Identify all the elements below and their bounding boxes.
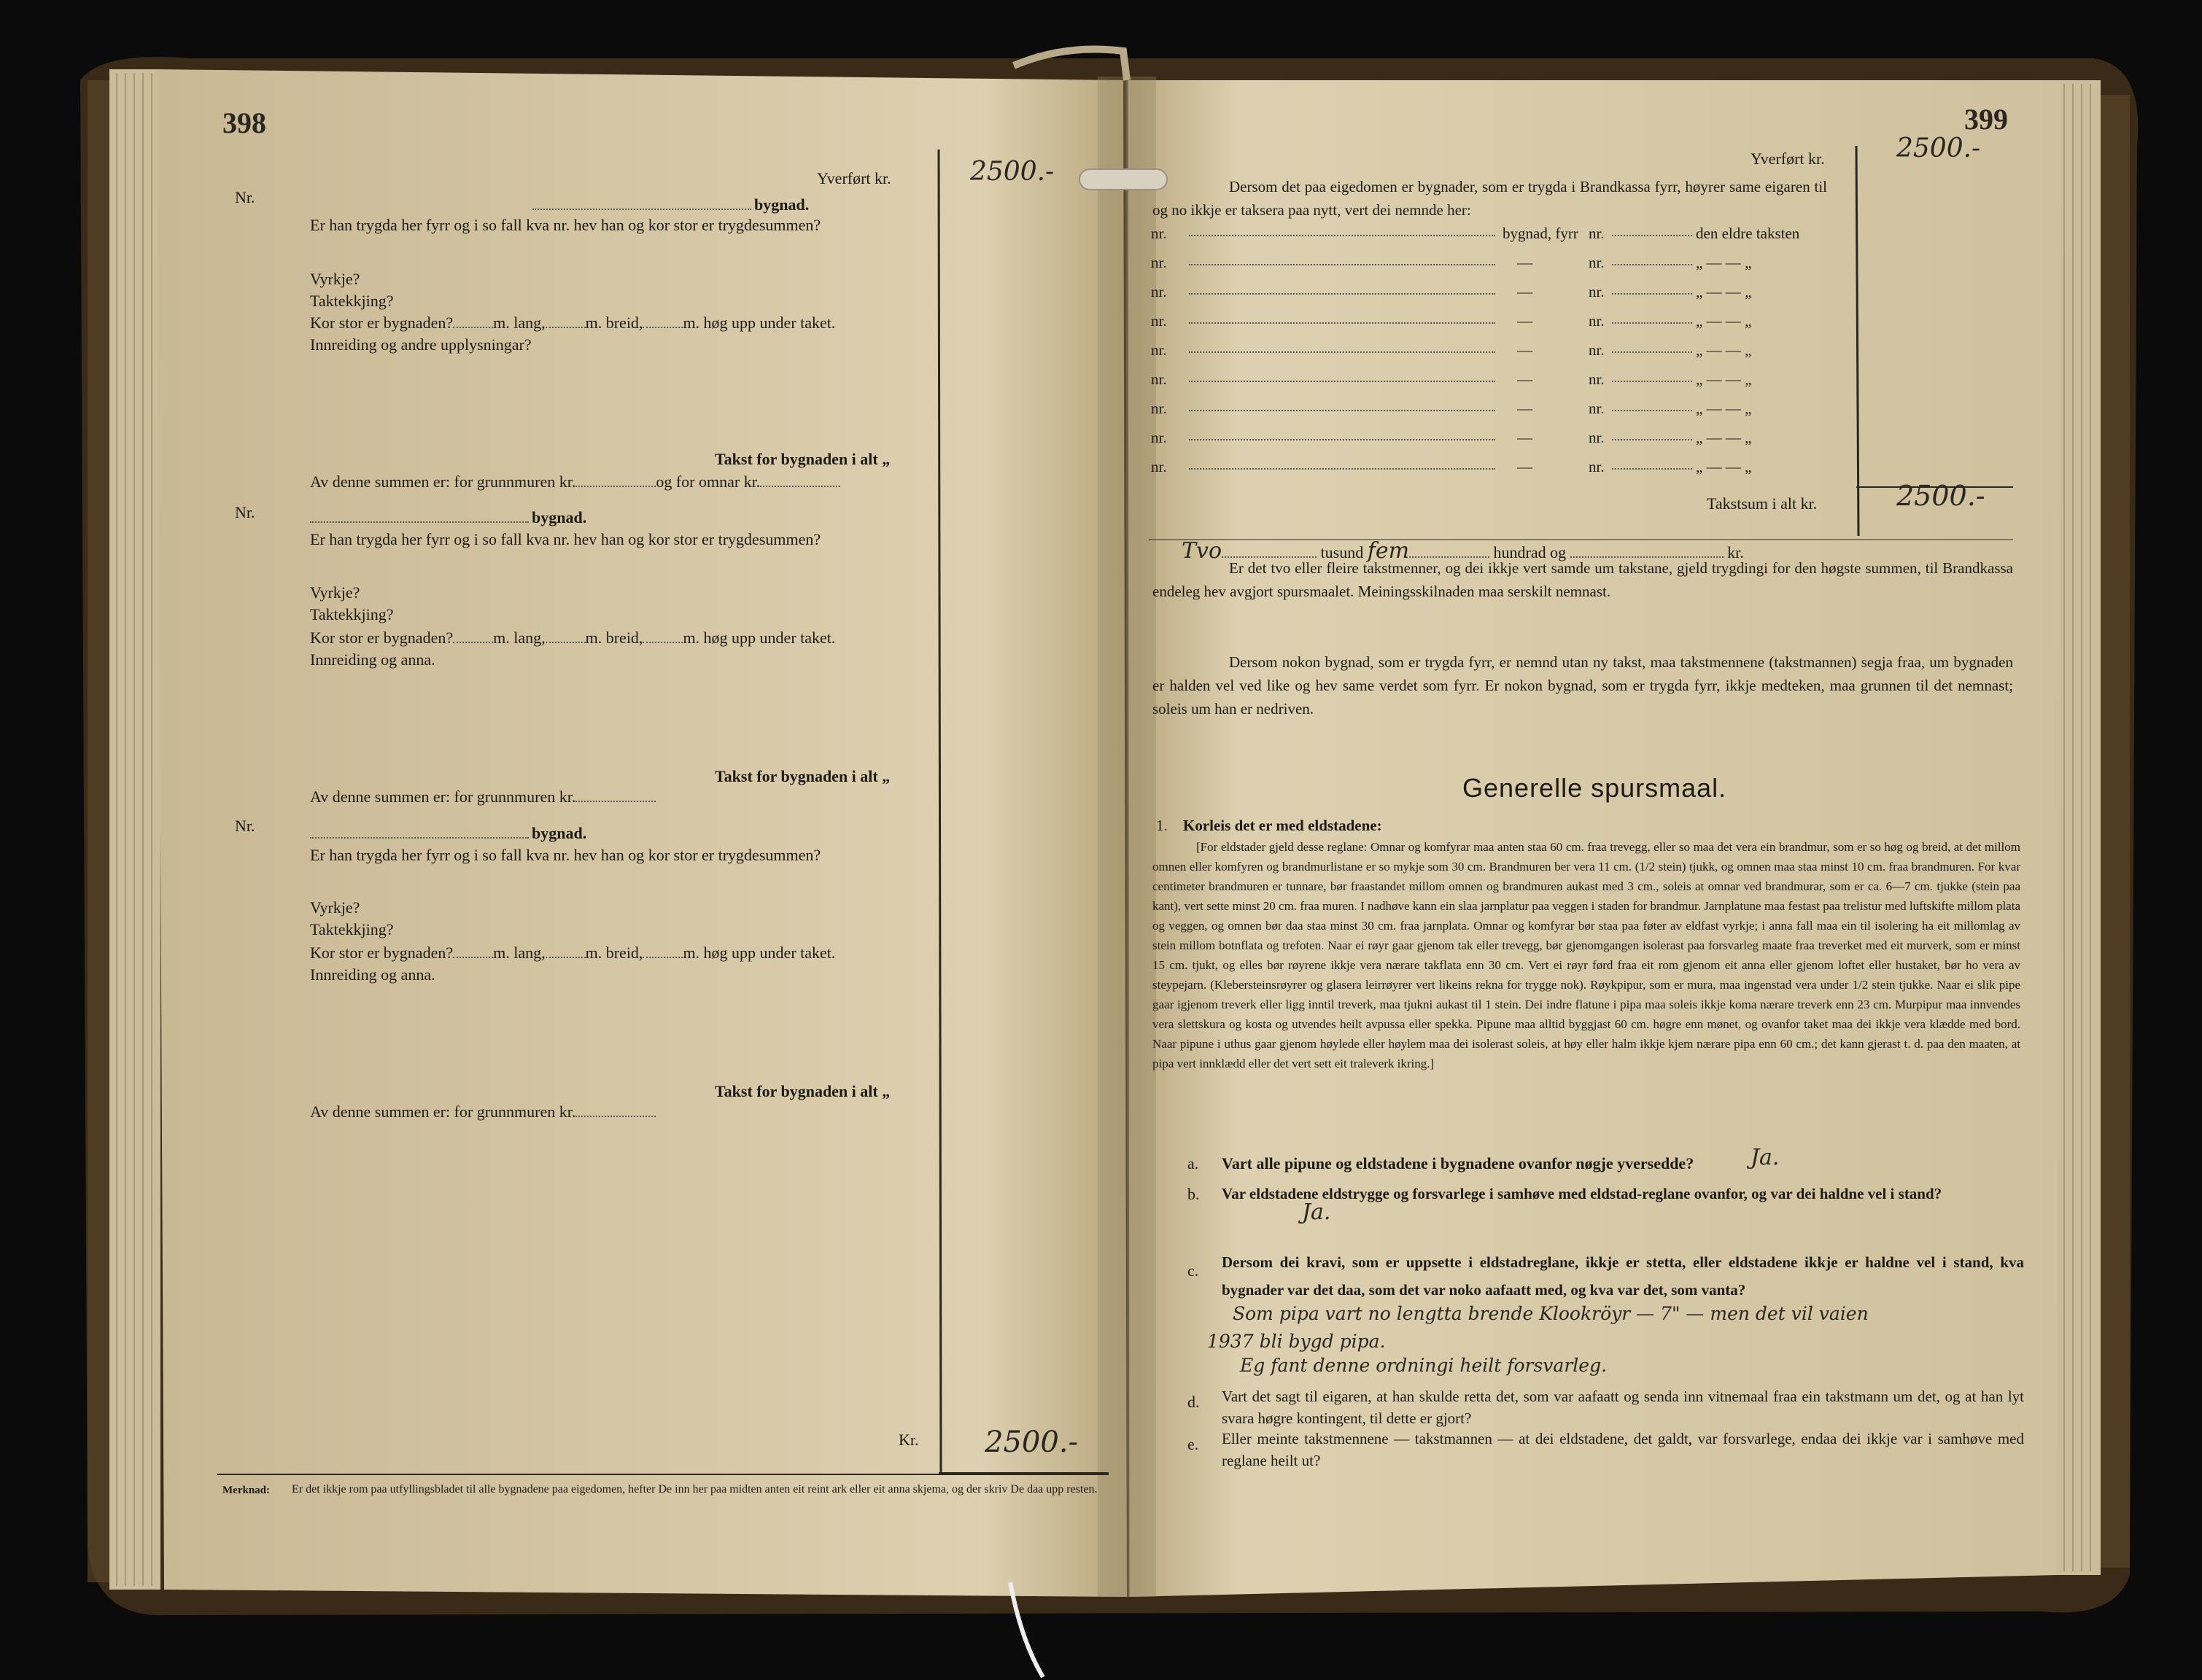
prior-row-nr: nr. [1151, 370, 1167, 388]
prior-row-line [1189, 235, 1495, 236]
prior-row-line [1189, 293, 1495, 295]
prior-row-takst: „ — — „ [1696, 341, 1752, 359]
prior-row-takst: „ — — „ [1696, 254, 1752, 271]
prior-row-line [1612, 381, 1692, 382]
section-2-q1: Er han trygda her fyrr og i so fall kva nr. hev han og kor stor er trygdesummen? [310, 530, 821, 548]
para-tvo-takstmenner: Er det tvo eller fleire takstmenner, og dei ikkje vert samde um takstane, gjeld trygdingi for den høgste summen, til Brandkassa endeleg hev avgjort spursmaalet. Meiningsskilnaden maa serskilt nemnast. [1152, 559, 2013, 600]
kr-value-left: 2500.- [985, 1426, 1079, 1459]
section-3-innreiding: Innreiding og anna. [310, 965, 435, 984]
prior-row-takst: „ — — „ [1696, 283, 1752, 300]
section-1-nr: Nr. [235, 188, 255, 206]
yverfort-value-right: 2500.- [1896, 133, 1981, 163]
qa-answer: Ja. [1751, 1145, 1780, 1170]
section-1-q1: Er han trygda her fyrr og i so fall kva nr. hev han og kor stor er trygdesummen? [310, 216, 821, 234]
yverfort-label-left: Yverført kr. [817, 169, 891, 187]
prior-row-nr: nr. [1151, 429, 1167, 446]
prior-row-takst: „ — — „ [1696, 370, 1752, 388]
section-1-vyrkje: Vyrkje? [310, 270, 360, 288]
prior-row-line [1189, 410, 1495, 411]
prior-row-line [1612, 235, 1692, 236]
prior-row-line [1189, 351, 1495, 353]
takstsum-value: 2500.- [1896, 480, 1985, 512]
prior-row-line [1612, 468, 1692, 470]
section-2-av-denne: Av denne summen er: for grunnmuren kr. [310, 788, 656, 806]
merknad-text: Er det ikkje rom paa utfyllingsbladet til alle bygnadene paa eigedomen, hefter De inn her paa midten anten eit reint ark eller eit anna skjema, og der skriv De daa upp resten. [292, 1483, 1098, 1496]
section-3-taktekkjing: Taktekkjing? [310, 920, 394, 938]
prior-row-nr: nr. [1151, 225, 1167, 242]
section-2-takst: Takst for bygnaden i alt „ [715, 767, 891, 785]
prior-row-bygnad: — [1517, 429, 1532, 446]
section-2-bygnad: bygnad. [310, 508, 586, 527]
para-nokon-bygnad: Dersom nokon bygnad, som er trygda fyrr, er nemnd utan ny takst, maa takstmennene (takstmannen) segja fraa, um bygnaden er halden vel ved like og hev same verdet som fyrr. Er nokon bygnad, som er trygda fyrr, ikkje medteken, maa grunnen til det nemnast; soleis um han er nedriven. [1152, 653, 2013, 718]
prior-row-line [1189, 264, 1495, 265]
prior-row-line [1612, 322, 1692, 324]
prior-row-nr2: nr. [1589, 400, 1605, 417]
section-3-vyrkje: Vyrkje? [310, 898, 360, 917]
section-3-takst: Takst for bygnaden i alt „ [715, 1082, 891, 1100]
section-3-q1: Er han trygda her fyrr og i so fall kva nr. hev han og kor stor er trygdesummen? [310, 846, 821, 864]
prior-row-takst: „ — — „ [1696, 458, 1752, 475]
section-3-av-denne: Av denne summen er: for grunnmuren kr. [310, 1102, 656, 1121]
qb-answer: Ja. [1302, 1199, 1331, 1225]
tusund-hand: Tvo [1182, 538, 1222, 564]
prior-row-takst: „ — — „ [1696, 312, 1752, 330]
qc-handwritten-1: Som pipa vart no lengtta brende Klookröyr — 7" — men det vil vaien [1233, 1303, 1869, 1324]
prior-row-takst: „ — — „ [1696, 429, 1752, 446]
prior-row-nr2: nr. [1589, 458, 1605, 475]
amount-in-words: Tvo tusund fem hundrad og kr. [1182, 538, 1744, 564]
section-1-taktekkjing: Taktekkjing? [310, 292, 394, 310]
prior-row-line [1612, 293, 1692, 295]
generelle-spursmaal-heading: Generelle spursmaal. [1462, 773, 1727, 803]
qe-label: e. [1187, 1435, 1199, 1453]
qd-text: Vart det sagt til eigaren, at han skulde retta det, som var aafaatt og senda inn vitnemaal fraa ein takstmann um det, og at han lyt svara høgre kontingent, til dette er gjort? [1222, 1388, 2024, 1427]
hundrad-hand: fem [1367, 538, 1410, 564]
prior-row-nr2: nr. [1589, 254, 1605, 271]
prior-row-nr2: nr. [1589, 429, 1605, 446]
prior-row-nr: nr. [1151, 400, 1167, 417]
prior-row-line [1189, 439, 1495, 440]
prior-row-nr2: nr. [1589, 225, 1605, 242]
prior-row-nr: nr. [1151, 341, 1167, 359]
section-1-takst: Takst for bygnaden i alt „ [715, 450, 891, 468]
merknad-label: Merknad: [222, 1485, 270, 1496]
q1-num: 1. [1156, 817, 1168, 834]
prior-row-bygnad: — [1517, 341, 1532, 359]
prior-row-bygnad: — [1517, 370, 1532, 388]
prior-row-line [1189, 468, 1495, 470]
prior-row-bygnad: — [1517, 254, 1532, 271]
page-number-right: 399 [1964, 103, 2008, 136]
prior-row-takst: „ — — „ [1696, 400, 1752, 417]
prior-row-line [1612, 410, 1692, 411]
q1-title: Korleis det er med eldstadene: [1183, 817, 1382, 834]
prior-row-nr: nr. [1151, 312, 1167, 330]
qc-handwritten-2: 1937 bli bygd pipa. [1207, 1331, 1386, 1352]
qc-text: Dersom dei kravi, som er uppsette i eldstadreglane, ikkje er stetta, eller eldstadene ikkje er haldne vel i stand, kva bygnader var det daa, som det var noko aafaatt med, og kva var det, som vanta? [1222, 1253, 2024, 1299]
qa-label: a. [1187, 1154, 1199, 1172]
prior-row-bygnad: — [1517, 312, 1532, 330]
prior-row-bygnad: bygnad, fyrr [1503, 225, 1578, 242]
section-3-nr: Nr. [235, 817, 255, 835]
section-2-nr: Nr. [235, 503, 255, 521]
takstsum-label: Takstsum i alt kr. [1707, 494, 1818, 513]
prior-row-nr: nr. [1151, 458, 1167, 475]
qd-label: d. [1187, 1393, 1200, 1411]
prior-row-nr: nr. [1151, 254, 1167, 271]
qb-label: b. [1187, 1185, 1200, 1203]
section-3-size: Kor stor er bygnaden? m. lang, m. breid, m. høg upp under taket. [310, 944, 836, 962]
section-1-bygnad: bygnad. [532, 195, 809, 214]
right-intro: Dersom det paa eigedomen er bygnader, som er trygda i Brandkassa fyrr, høyrer same eigaren til og no ikkje er taksera paa nytt, vert dei nemnde her: [1152, 178, 1827, 219]
qc-handwritten-3: Eg fant denne ordningi heilt forsvarleg. [1240, 1355, 1608, 1376]
q1-body: [For eldstader gjeld desse reglane: Omnar og komfyrar maa anten staa 60 cm. fraa trevegg, eller so maa det vera ein brandmur, som er so høg og breid, at det millom omnen eller komfyren og brandmurlistane er so mykje som 30 cm. Brandmuren ber vera 11 cm. (1/2 stein) tjukk, og omnen maa staa minst 10 cm. fraa brandmuren. For kvar centimeter brandmuren er tunnare, bør fraastandet millom omnen og brandmuren aukast med 3 cm., soleis at omnar ved brandmurar, som er ca. 6—7 cm. tjukke (stein paa kant), vert sette minst 20 cm. fraa muren. I nadhøve kann ein slaa jarnplatur paa veggen i staden for brandmur. Jarnplatune maa festast paa trelistur med luftskifte millom plata og veggen, og omnen bør daa staa minst 30 cm. fraa jarnplata. Omnar og komfyrar bør staa paa føter av eldfast vyrkje; i anna fall maa ein til isolering ha eit millomlag av stein millom botnflata og trefoten. Naar ei røyr gaar gjenom tak eller trevegg, bør gjenomgangen isolerast paa forsvarleg maate fraa treverket med eit murverk, som er minst 15 cm. tjukt, og elles bør røyrene ikkje vera nærare takflata enn 30 cm. Vert ei røyr førd fraa eit rom gjenom eit anna eller gjenom loftet eller hustaket, bør ho vera av steypejarn. (Klebersteinsrøyrer og glasera leirrøyrer vert likeins rekna for trygge nok). Røykpipur, som er mura, maa ingenstad vera under 1/2 stein tjukke. Naar ei slik pipe gaar igjenom treverk eller ligg inntil treverk, maa tjukni aukast til 1 stein. Dei indre flatune i pipa maa soleis ikkje koma nærare treverk enn 23 cm. Murpipur maa innvendes vera slettskura og kosta og utvendes heilt avpussa eller spekka. Pipune maa alltid byggjast 60 cm. høgre enn mønet, og ovanfor taket maa dei ikkje vera klædde med bord. Naar pipune i uthus gaar gjenom høylede eller høylem maa dei isolerast soleis, at høy eller halm ikkje kjem nærare pipa enn 60 cm.; det kann gjerast t. d. paa den maaten, at pipa vert innklædd eller det vert sett eit traleverk ikring.] [1152, 840, 2020, 1070]
section-2-vyrkje: Vyrkje? [310, 583, 360, 602]
prior-row-line [1612, 351, 1692, 353]
qb-text: Var eldstadene eldstrygge og forsvarlege i samhøve med eldstad-reglane ovanfor, og var dei haldne vel i stand? [1222, 1185, 1942, 1202]
page-number-left: 398 [222, 106, 266, 139]
prior-row-nr: nr. [1151, 283, 1167, 300]
section-1-size: Kor stor er bygnaden? m. lang, m. breid, m. høg upp under taket. [310, 314, 836, 332]
prior-row-nr2: nr. [1589, 283, 1605, 300]
yverfort-value-left: 2500.- [970, 157, 1055, 187]
kr-label-left: Kr. [899, 1431, 919, 1449]
section-3-bygnad: bygnad. [310, 824, 586, 843]
prior-row-line [1612, 264, 1692, 265]
prior-row-bygnad: — [1517, 400, 1532, 417]
prior-row-nr2: nr. [1589, 341, 1605, 359]
prior-row-line [1189, 381, 1495, 382]
section-2-taktekkjing: Taktekkjing? [310, 605, 394, 623]
yverfort-label-right: Yverført kr. [1751, 149, 1825, 168]
qc-label: c. [1187, 1261, 1199, 1280]
section-2-innreiding: Innreiding og anna. [310, 650, 435, 669]
qe-text: Eller meinte takstmennene — takstmannen — at dei eldstadene, det galdt, var forsvarlege, endaa dei ikkje var i samhøve med reglane heilt ut? [1222, 1430, 2024, 1469]
prior-row-bygnad: — [1517, 458, 1532, 475]
prior-row-nr2: nr. [1589, 312, 1605, 330]
qa-text: Vart alle pipune og eldstadene i bygnadene ovanfor nøgje yversedde? [1222, 1154, 1694, 1172]
prior-row-bygnad: — [1517, 283, 1532, 300]
prior-row-line [1612, 439, 1692, 440]
prior-row-takst: den eldre taksten [1696, 225, 1800, 242]
section-2-size: Kor stor er bygnaden? m. lang, m. breid, m. høg upp under taket. [310, 629, 836, 647]
prior-row-line [1189, 322, 1495, 324]
prior-row-nr2: nr. [1589, 370, 1605, 388]
section-1-av-denne: Av denne summen er: for grunnmuren kr. og for omnar kr. [310, 472, 840, 491]
section-1-innreiding: Innreiding og andre upplysningar? [310, 335, 532, 354]
